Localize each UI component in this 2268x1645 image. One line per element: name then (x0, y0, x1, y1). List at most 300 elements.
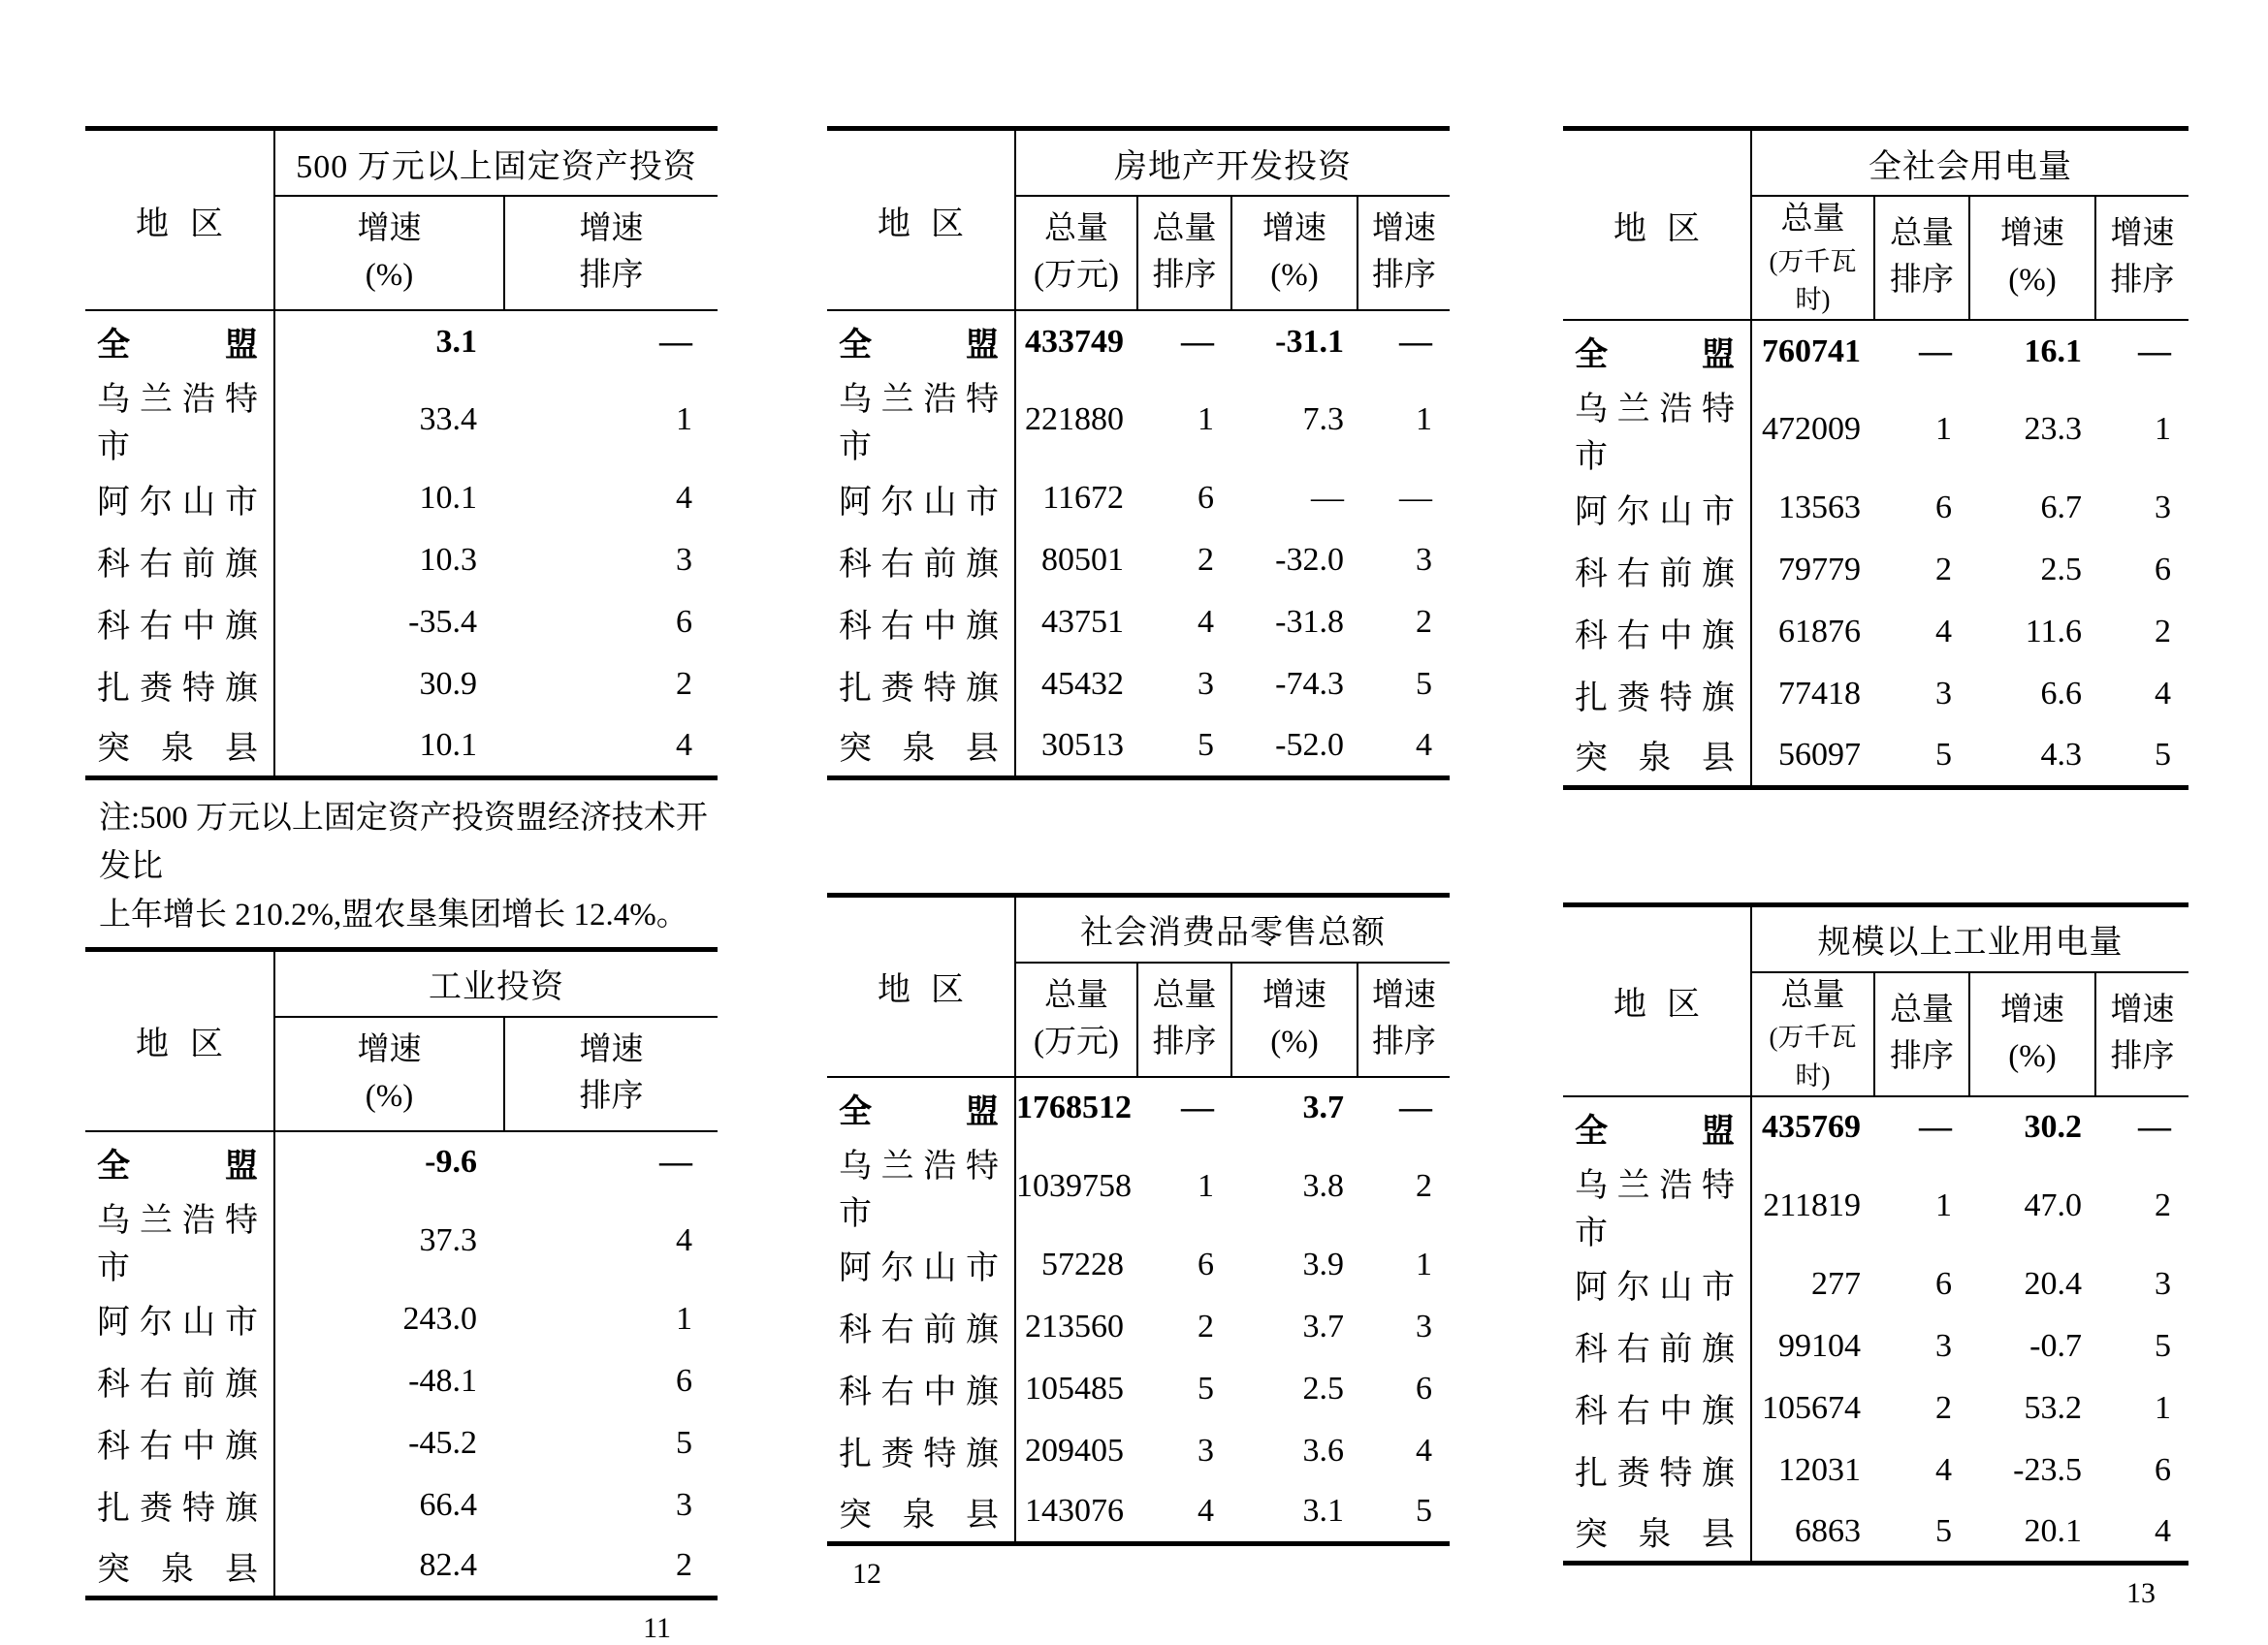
total-rank-cell: 2 (1198, 1308, 1214, 1344)
growth-rank-cell: 5 (676, 1424, 692, 1461)
growth-value-cell: 30.9 (419, 666, 477, 702)
column-header-growth-rank (2095, 196, 2188, 320)
total-value-cell: 80501 (1041, 542, 1124, 578)
column-header-line: 排序 (1890, 1038, 1954, 1074)
column-header-line: 增速 (2000, 216, 2064, 252)
total-rank-cell: — (1181, 1090, 1214, 1125)
table-row (827, 467, 1450, 529)
region-name-cell: 突 泉 县 (1563, 1502, 1751, 1564)
region-name-cell: 突 泉 县 (827, 1482, 1015, 1544)
table-title: 房地产开发投资 (1015, 129, 1450, 197)
total-rank-cell: — (1919, 1109, 1952, 1146)
table-row (827, 372, 1450, 467)
growth-value-cell: 11.6 (2025, 614, 2082, 650)
region-name-cell: 科 右 前 旗 (85, 1350, 274, 1412)
total-value-cell: 77418 (1778, 676, 1861, 712)
total-value-cell: 30513 (1041, 726, 1124, 763)
growth-rank-cell: 2 (2155, 1186, 2171, 1223)
growth-rank-cell: 3 (2155, 490, 2171, 526)
region-name-cell: 全 盟 (1563, 320, 1751, 382)
region-column-header: 地 区 (1563, 904, 1751, 1096)
column-header-line: (万千瓦时) (1769, 246, 1857, 314)
growth-value-cell: 3.6 (1302, 1432, 1344, 1469)
table-row (1563, 1502, 2188, 1564)
column-header-growth (1969, 972, 2095, 1096)
column-header-line: 排序 (1152, 258, 1217, 293)
growth-value-cell: -35.4 (408, 604, 477, 640)
column-header-line: 增速 (579, 1031, 644, 1067)
growth-rank-cell: 6 (676, 604, 692, 640)
region-name-cell: 突 泉 县 (85, 1536, 274, 1598)
industrial-investment-table (85, 947, 718, 1601)
table-row (827, 1234, 1450, 1296)
growth-value-cell: 20.1 (2024, 1512, 2082, 1549)
table-row (827, 1482, 1450, 1544)
column-header-line: (%) (365, 1078, 414, 1114)
region-name-cell: 科 右 前 旗 (827, 529, 1015, 591)
column-header-line: 排序 (2110, 263, 2175, 299)
growth-rank-cell: 6 (676, 1362, 692, 1399)
growth-rank-cell: 4 (2155, 676, 2171, 712)
growth-rank-cell: 2 (676, 1547, 692, 1584)
total-rank-cell: 1 (1935, 1186, 1952, 1223)
total-rank-cell: 1 (1198, 401, 1214, 437)
growth-rank-cell: 6 (2155, 552, 2171, 588)
growth-value-cell: -45.2 (408, 1424, 477, 1461)
growth-rank-cell: 2 (2155, 614, 2171, 650)
table-title: 全社会用电量 (1751, 129, 2188, 197)
region-name-cell: 扎 赉 特 旗 (85, 653, 274, 715)
total-rank-cell: 4 (1198, 604, 1214, 640)
region-name-cell: 科 右 前 旗 (85, 529, 274, 591)
growth-rank-cell: 2 (1416, 604, 1432, 640)
page-number: 13 (2126, 1577, 2156, 1610)
growth-value-cell: 7.3 (1302, 401, 1344, 437)
region-name-cell: 全 盟 (85, 1131, 274, 1193)
column-header-line: 排序 (1152, 1024, 1217, 1060)
growth-value-cell: 4.3 (2040, 736, 2082, 773)
column-header-line: (%) (1270, 258, 1319, 293)
table-row (85, 529, 718, 591)
growth-rank-cell: 4 (2155, 1512, 2171, 1549)
growth-rank-cell: 6 (2155, 1451, 2171, 1488)
growth-rank-cell: 1 (676, 401, 692, 437)
growth-rank-cell: 5 (2155, 1327, 2171, 1364)
growth-value-cell: — (1311, 480, 1344, 516)
column-header-line: 增速 (1262, 977, 1326, 1013)
region-name-cell: 科 右 中 旗 (1563, 601, 1751, 663)
total-value-cell: 211819 (1763, 1186, 1861, 1223)
total-value-cell: 61876 (1778, 614, 1861, 650)
table-row (827, 653, 1450, 715)
column-header-total (1015, 963, 1137, 1077)
total-value-cell: 472009 (1762, 411, 1861, 448)
growth-rank-cell: — (659, 1144, 692, 1180)
region-name-cell: 乌 兰 浩 特 市 (827, 372, 1015, 467)
growth-value-cell: -32.0 (1275, 542, 1344, 578)
fixed-asset-investment-table (85, 126, 718, 780)
total-rank-cell: 1 (1935, 411, 1952, 448)
column-header-line: 排序 (1372, 258, 1436, 293)
total-rank-cell: 2 (1198, 542, 1214, 578)
growth-rank-cell: 2 (1416, 1167, 1432, 1204)
total-rank-cell: 6 (1198, 480, 1214, 516)
real-estate-investment-table (827, 126, 1450, 780)
total-rank-cell: 2 (1935, 1389, 1952, 1426)
total-value-cell: 43751 (1041, 604, 1124, 640)
table-row (1563, 1315, 2188, 1377)
total-value-cell: 105485 (1025, 1370, 1124, 1407)
table-row (85, 591, 718, 653)
total-rank-cell: 3 (1935, 676, 1952, 712)
table-row (1563, 1439, 2188, 1502)
total-rank-cell: 4 (1198, 1493, 1214, 1530)
region-column-header: 地 区 (1563, 129, 1751, 321)
column-header-line: 排序 (579, 1078, 644, 1114)
region-name-cell: 科 右 中 旗 (85, 1412, 274, 1474)
growth-value-cell: -23.5 (2013, 1451, 2082, 1488)
column-header-line: 总量 (1152, 977, 1217, 1013)
growth-value-cell: 37.3 (419, 1221, 477, 1258)
column-header-total (1751, 196, 1874, 320)
growth-value-cell: 2.5 (1302, 1370, 1344, 1407)
total-value-cell: 221880 (1025, 401, 1124, 437)
region-name-cell: 科 右 中 旗 (85, 591, 274, 653)
growth-rank-cell: 4 (676, 1221, 692, 1258)
growth-rank-cell: 4 (1416, 726, 1432, 763)
table-row (85, 467, 718, 529)
table-row (827, 1077, 1450, 1139)
column-header-growth (1969, 196, 2095, 320)
growth-value-cell: 23.3 (2024, 411, 2082, 448)
column-header-line: 增速 (2110, 992, 2175, 1028)
region-name-cell: 扎 赉 特 旗 (1563, 663, 1751, 725)
column-header-line: 增速 (1372, 211, 1436, 247)
growth-rank-cell: — (659, 323, 692, 360)
retail-sales-table (827, 893, 1450, 1547)
column-header-line: 增速 (357, 211, 422, 247)
total-value-cell: 1768512 (1016, 1090, 1132, 1125)
region-name-cell: 科 右 前 旗 (1563, 1315, 1751, 1377)
column-header-total (1751, 972, 1874, 1096)
region-name-cell: 科 右 前 旗 (827, 1296, 1015, 1358)
region-name-cell: 阿 尔 山 市 (85, 1288, 274, 1350)
growth-rank-cell: — (1399, 480, 1432, 516)
footnote-line: 上年增长 210.2%,盟农垦集团增长 12.4%。 (99, 897, 688, 933)
region-name-cell: 乌 兰 浩 特 市 (1563, 1158, 1751, 1253)
total-value-cell: 209405 (1025, 1432, 1124, 1469)
region-name-cell: 扎 赉 特 旗 (827, 653, 1015, 715)
total-rank-cell: 6 (1198, 1246, 1214, 1282)
column-header-line: 总量 (1044, 211, 1108, 247)
region-name-cell: 乌 兰 浩 特 市 (85, 1193, 274, 1288)
column-header-line: (万千瓦时) (1769, 1023, 1857, 1091)
total-value-cell: 1039758 (1016, 1167, 1132, 1204)
total-value-cell: 56097 (1778, 736, 1861, 773)
column-header-line: (万元) (1034, 258, 1119, 293)
column-header-growth-rank (1358, 963, 1450, 1077)
industrial-electricity-table (1563, 902, 2188, 1566)
page-11-column (85, 0, 718, 1645)
column-header-line: 增速 (1262, 211, 1326, 247)
total-rank-cell: 1 (1198, 1167, 1214, 1204)
total-rank-cell: 6 (1935, 490, 1952, 526)
growth-value-cell: 2.5 (2040, 552, 2082, 588)
region-name-cell: 突 泉 县 (827, 715, 1015, 777)
growth-value-cell: 10.1 (419, 726, 477, 763)
total-value-cell: 79779 (1778, 552, 1861, 588)
column-header-line: 增速 (2000, 992, 2064, 1028)
column-header-line: 总量 (1780, 202, 1845, 237)
total-value-cell: 45432 (1041, 666, 1124, 702)
table-title: 规模以上工业用电量 (1751, 904, 2188, 972)
table-row (1563, 725, 2188, 787)
growth-rank-cell: 4 (1416, 1432, 1432, 1469)
total-rank-cell: — (1181, 323, 1214, 360)
growth-value-cell: 82.4 (419, 1547, 477, 1584)
growth-rank-cell: 1 (1416, 401, 1432, 437)
total-value-cell: 105674 (1762, 1389, 1861, 1426)
region-name-cell: 全 盟 (827, 1077, 1015, 1139)
table-row (827, 1420, 1450, 1482)
column-header-growth-rank (504, 1017, 718, 1131)
table-row (85, 372, 718, 467)
column-header-total (1015, 196, 1137, 310)
table-row (1563, 1096, 2188, 1158)
growth-rank-cell: 6 (1416, 1370, 1432, 1407)
table-row (85, 1131, 718, 1193)
region-column-header: 地 区 (827, 895, 1015, 1077)
growth-value-cell: 243.0 (402, 1300, 477, 1337)
column-header-growth (274, 196, 504, 310)
column-header-total-rank (1874, 972, 1969, 1096)
region-name-cell: 突 泉 县 (1563, 725, 1751, 787)
total-rank-cell: 5 (1198, 1370, 1214, 1407)
growth-value-cell: -0.7 (2029, 1327, 2082, 1364)
growth-value-cell: 3.7 (1302, 1308, 1344, 1344)
growth-rank-cell: 3 (676, 542, 692, 578)
table-row (1563, 477, 2188, 539)
region-name-cell: 科 右 中 旗 (827, 1358, 1015, 1420)
growth-value-cell: 3.1 (1302, 1493, 1344, 1530)
table-row (85, 1288, 718, 1350)
growth-value-cell: 3.7 (1302, 1090, 1344, 1125)
table-row (1563, 1158, 2188, 1253)
growth-value-cell: -9.6 (425, 1144, 477, 1180)
growth-value-cell: 10.1 (419, 480, 477, 516)
column-header-growth (1231, 963, 1358, 1077)
column-header-line: (万元) (1034, 1024, 1119, 1060)
column-header-line: (%) (1270, 1024, 1319, 1060)
growth-rank-cell: 3 (1416, 1308, 1432, 1344)
column-header-total-rank (1137, 963, 1231, 1077)
growth-rank-cell: 1 (1416, 1246, 1432, 1282)
table-title: 工业投资 (274, 949, 718, 1017)
table-row (85, 715, 718, 777)
growth-rank-cell: — (1399, 323, 1432, 360)
region-column-header: 地 区 (85, 949, 274, 1131)
total-rank-cell: 5 (1935, 736, 1952, 773)
column-header-growth-rank (504, 196, 718, 310)
total-value-cell: 11672 (1042, 480, 1124, 516)
growth-rank-cell: 1 (676, 1300, 692, 1337)
column-header-line: 总量 (1044, 977, 1108, 1013)
total-rank-cell: 4 (1935, 614, 1952, 650)
region-column-header: 地 区 (85, 129, 274, 311)
column-header-line: 排序 (1372, 1024, 1436, 1060)
total-value-cell: 143076 (1025, 1493, 1124, 1530)
footnote-line: 注:500 万元以上固定资产投资盟经济技术开发比 (99, 800, 708, 884)
growth-value-cell: -31.8 (1275, 604, 1344, 640)
growth-rank-cell: — (2138, 332, 2171, 369)
region-name-cell: 科 右 中 旗 (1563, 1377, 1751, 1439)
total-value-cell: 12031 (1778, 1451, 1861, 1488)
growth-value-cell: 3.9 (1302, 1246, 1344, 1282)
growth-value-cell: 3.8 (1302, 1167, 1344, 1204)
growth-value-cell: 10.3 (419, 542, 477, 578)
column-header-line: 总量 (1152, 211, 1217, 247)
region-name-cell: 阿 尔 山 市 (827, 467, 1015, 529)
growth-value-cell: 53.2 (2024, 1389, 2082, 1426)
region-name-cell: 扎 赉 特 旗 (827, 1420, 1015, 1482)
growth-rank-cell: 5 (2155, 736, 2171, 773)
column-header-line: 总量 (1890, 992, 1954, 1028)
region-name-cell: 乌 兰 浩 特 市 (827, 1139, 1015, 1234)
total-value-cell: 99104 (1778, 1327, 1861, 1364)
growth-rank-cell: 1 (2155, 411, 2171, 448)
growth-rank-cell: 5 (1416, 1493, 1432, 1530)
region-name-cell: 阿 尔 山 市 (1563, 1253, 1751, 1315)
table-row (827, 1139, 1450, 1234)
region-name-cell: 阿 尔 山 市 (85, 467, 274, 529)
region-name-cell: 全 盟 (85, 310, 274, 372)
growth-value-cell: 47.0 (2024, 1186, 2082, 1223)
region-name-cell: 乌 兰 浩 特 市 (85, 372, 274, 467)
total-rank-cell: 4 (1935, 1451, 1952, 1488)
column-header-line: 排序 (2110, 1038, 2175, 1074)
growth-rank-cell: 1 (2155, 1389, 2171, 1426)
column-header-line: (%) (365, 258, 414, 293)
column-header-line: (%) (2008, 1038, 2057, 1074)
growth-value-cell: 6.6 (2040, 676, 2082, 712)
growth-rank-cell: 3 (676, 1486, 692, 1523)
growth-value-cell: 16.1 (2024, 332, 2082, 369)
growth-value-cell: 30.2 (2024, 1109, 2082, 1146)
table-row (827, 715, 1450, 777)
total-value-cell: 13563 (1778, 490, 1861, 526)
column-header-growth (1231, 196, 1358, 310)
table-row (1563, 601, 2188, 663)
growth-rank-cell: 3 (1416, 542, 1432, 578)
column-header-growth-rank (2095, 972, 2188, 1096)
page-number: 12 (852, 1558, 881, 1590)
growth-value-cell: 6.7 (2040, 490, 2082, 526)
table-row (85, 310, 718, 372)
table-row (85, 653, 718, 715)
growth-value-cell: -31.1 (1275, 323, 1344, 360)
page-12-column (827, 0, 1450, 1591)
column-header-line: (%) (2008, 263, 2057, 299)
table-footnote (85, 794, 718, 939)
page-number: 11 (643, 1612, 671, 1644)
total-value-cell: 435769 (1762, 1109, 1861, 1146)
table-title: 社会消费品零售总额 (1015, 895, 1450, 963)
growth-rank-cell: 2 (676, 666, 692, 702)
column-header-line: 排序 (1890, 263, 1954, 299)
total-value-cell: 57228 (1041, 1246, 1124, 1282)
column-header-line: 增速 (357, 1031, 422, 1067)
total-rank-cell: 2 (1935, 552, 1952, 588)
column-header-growth-rank (1358, 196, 1450, 310)
total-rank-cell: 5 (1198, 726, 1214, 763)
total-rank-cell: 5 (1935, 1512, 1952, 1549)
growth-value-cell: -52.0 (1275, 726, 1344, 763)
total-rank-cell: 6 (1935, 1265, 1952, 1302)
column-header-line: 排序 (579, 258, 644, 293)
region-name-cell: 科 右 前 旗 (1563, 539, 1751, 601)
column-header-line: 总量 (1780, 977, 1845, 1013)
region-name-cell: 阿 尔 山 市 (1563, 477, 1751, 539)
total-value-cell: 433749 (1025, 323, 1124, 360)
region-name-cell: 科 右 中 旗 (827, 591, 1015, 653)
table-row (827, 1296, 1450, 1358)
growth-rank-cell: — (1399, 1090, 1432, 1125)
table-row (827, 1358, 1450, 1420)
total-value-cell: 213560 (1025, 1308, 1124, 1344)
total-rank-cell: — (1919, 332, 1952, 369)
growth-rank-cell: — (2138, 1109, 2171, 1146)
region-name-cell: 全 盟 (827, 310, 1015, 372)
table-row (827, 529, 1450, 591)
growth-value-cell: 3.1 (435, 323, 477, 360)
column-header-total-rank (1137, 196, 1231, 310)
electricity-consumption-table (1563, 126, 2188, 790)
table-title: 500 万元以上固定资产投资 (274, 129, 718, 197)
region-name-cell: 全 盟 (1563, 1096, 1751, 1158)
region-name-cell: 扎 赉 特 旗 (1563, 1439, 1751, 1502)
growth-rank-cell: 3 (2155, 1265, 2171, 1302)
growth-value-cell: -48.1 (408, 1362, 477, 1399)
page-13-column (1563, 0, 2188, 1610)
table-row (1563, 320, 2188, 382)
column-header-growth (274, 1017, 504, 1131)
table-row (1563, 1377, 2188, 1439)
table-row (1563, 663, 2188, 725)
region-name-cell: 乌 兰 浩 特 市 (1563, 382, 1751, 477)
region-name-cell: 扎 赉 特 旗 (85, 1474, 274, 1536)
total-value-cell: 6863 (1795, 1512, 1861, 1549)
growth-value-cell: -74.3 (1275, 666, 1344, 702)
table-row (85, 1193, 718, 1288)
table-row (85, 1536, 718, 1598)
total-rank-cell: 3 (1198, 666, 1214, 702)
column-header-line: 增速 (579, 211, 644, 247)
table-row (85, 1350, 718, 1412)
total-rank-cell: 3 (1198, 1432, 1214, 1469)
table-row (827, 310, 1450, 372)
growth-rank-cell: 4 (676, 480, 692, 516)
table-row (85, 1474, 718, 1536)
growth-value-cell: 66.4 (419, 1486, 477, 1523)
region-column-header: 地 区 (827, 129, 1015, 311)
growth-rank-cell: 5 (1416, 666, 1432, 702)
total-value-cell: 277 (1811, 1265, 1861, 1302)
table-row (85, 1412, 718, 1474)
total-value-cell: 760741 (1762, 332, 1861, 369)
table-row (1563, 539, 2188, 601)
column-header-line: 增速 (1372, 977, 1436, 1013)
total-rank-cell: 3 (1935, 1327, 1952, 1364)
